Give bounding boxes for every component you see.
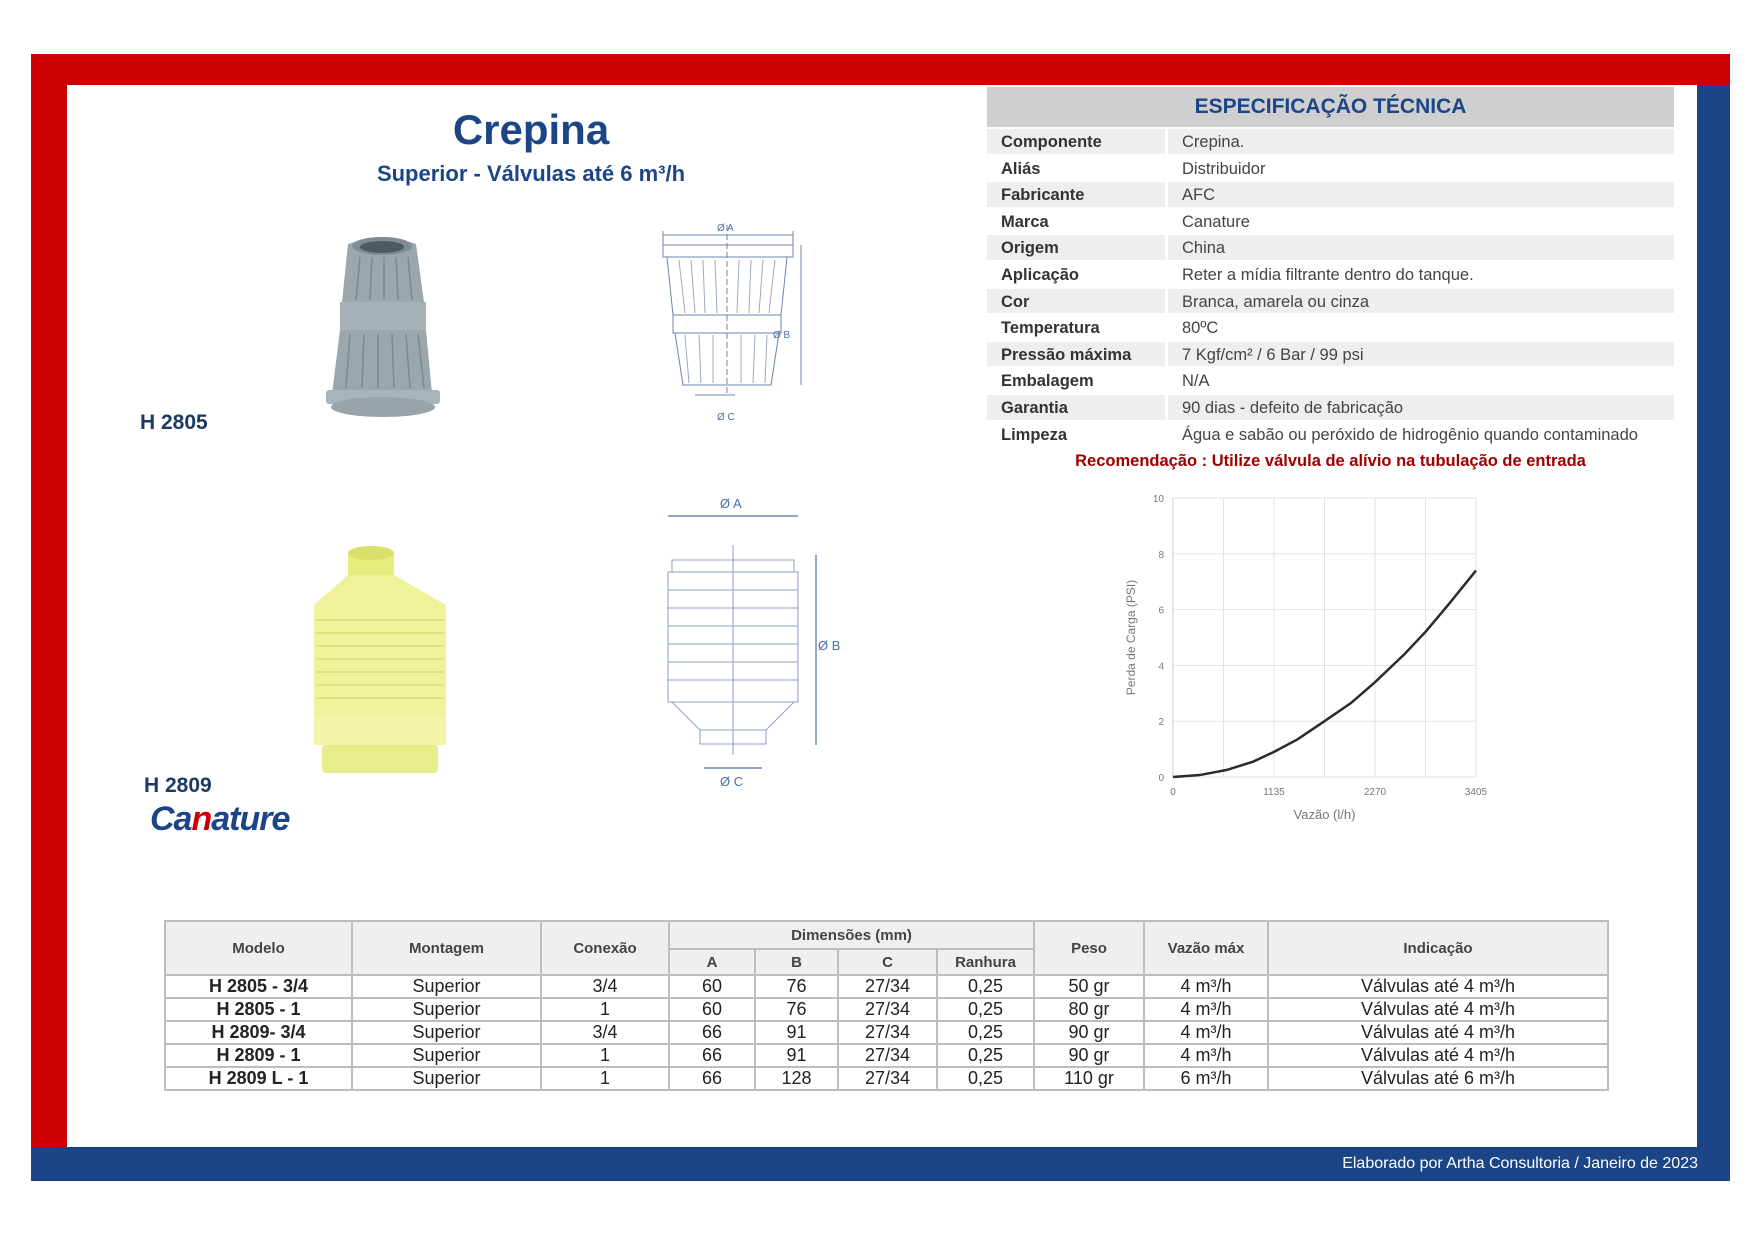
table-cell: 4 m³/h bbox=[1144, 975, 1268, 998]
recommendation-note: Recomendação : Utilize válvula de alívio na tubulação de entrada bbox=[1075, 452, 1586, 470]
table-cell: H 2805 - 3/4 bbox=[165, 975, 352, 998]
spec-key: Aplicação bbox=[987, 262, 1168, 287]
spec-row bbox=[987, 340, 1674, 367]
table-cell: 76 bbox=[755, 998, 838, 1021]
spec-value: Branca, amarela ou cinza bbox=[1182, 292, 1370, 311]
col-a: A bbox=[669, 949, 755, 975]
spec-row bbox=[987, 127, 1674, 154]
product-image-h2805 bbox=[320, 232, 445, 424]
y-axis-label: Perda de Carga (PSI) bbox=[1124, 579, 1138, 696]
model-label-h2809: H 2809 bbox=[144, 774, 212, 797]
spec-value: N/A bbox=[1182, 372, 1210, 391]
table-cell: 4 m³/h bbox=[1144, 998, 1268, 1021]
table-cell: 1 bbox=[541, 1044, 669, 1067]
col-b: B bbox=[755, 949, 838, 975]
table-cell: 6 m³/h bbox=[1144, 1067, 1268, 1090]
table-cell: Válvulas até 4 m³/h bbox=[1268, 1044, 1608, 1067]
spec-key: Fabricante bbox=[987, 182, 1168, 207]
spec-value: Crepina. bbox=[1182, 133, 1245, 151]
spec-title: ESPECIFICAÇÃO TÉCNICA bbox=[987, 87, 1674, 127]
table-cell: 90 gr bbox=[1034, 1021, 1144, 1044]
spec-row bbox=[987, 287, 1674, 314]
spec-row bbox=[987, 207, 1674, 234]
spec-key: Origem bbox=[987, 235, 1168, 260]
table-cell: 0,25 bbox=[937, 1021, 1034, 1044]
spec-value: Canature bbox=[1182, 212, 1250, 231]
table-cell: 1 bbox=[541, 998, 669, 1021]
spec-key: Garantia bbox=[987, 395, 1168, 420]
table-cell: 4 m³/h bbox=[1144, 1021, 1268, 1044]
footer-credit: Elaborado por Artha Consultoria / Janeiro de 2023 bbox=[1342, 1155, 1698, 1172]
spec-row bbox=[987, 233, 1674, 260]
table-cell: Válvulas até 4 m³/h bbox=[1268, 998, 1608, 1021]
dimensions-table bbox=[164, 920, 1609, 1091]
table-cell: 0,25 bbox=[937, 975, 1034, 998]
table-cell: H 2809- 3/4 bbox=[165, 1021, 352, 1044]
table-cell: 0,25 bbox=[937, 1044, 1034, 1067]
x-tick-label: 2270 bbox=[1363, 787, 1387, 798]
spec-value: AFC bbox=[1182, 186, 1215, 205]
pressure-loss-chart bbox=[1110, 485, 1510, 825]
table-cell: 80 gr bbox=[1034, 998, 1144, 1021]
col-modelo: Modelo bbox=[165, 921, 352, 975]
y-tick-label: 8 bbox=[1158, 549, 1164, 561]
dim-label-a-2: Ø A bbox=[720, 496, 742, 511]
spec-row bbox=[987, 366, 1674, 393]
table-cell: 66 bbox=[669, 1067, 755, 1090]
table-cell: 1 bbox=[541, 1067, 669, 1090]
spec-key: Marca bbox=[987, 209, 1168, 234]
col-peso: Peso bbox=[1034, 921, 1144, 975]
y-tick-label: 6 bbox=[1158, 605, 1164, 617]
model-label-h2805: H 2805 bbox=[140, 411, 208, 434]
table-cell: 27/34 bbox=[838, 1044, 937, 1067]
spec-value: 7 Kgf/cm² / 6 Bar / 99 psi bbox=[1182, 345, 1364, 364]
spec-key: Aliás bbox=[987, 156, 1168, 181]
spec-value: Água e sabão ou peróxido de hidrogênio quando contaminado bbox=[1182, 425, 1638, 444]
dim-label-c: Ø C bbox=[717, 412, 735, 423]
table-cell: 60 bbox=[669, 975, 755, 998]
col-ranhura: Ranhura bbox=[937, 949, 1034, 975]
spec-row bbox=[987, 260, 1674, 287]
table-cell: Superior bbox=[352, 975, 541, 998]
table-cell: 27/34 bbox=[838, 998, 937, 1021]
table-cell: 27/34 bbox=[838, 1067, 937, 1090]
left-red-bar bbox=[31, 54, 67, 1181]
table-cell: 4 m³/h bbox=[1144, 1044, 1268, 1067]
col-c: C bbox=[838, 949, 937, 975]
x-tick-label: 1135 bbox=[1263, 787, 1285, 798]
x-tick-label: 0 bbox=[1170, 787, 1176, 798]
canature-logo: Canature bbox=[150, 800, 290, 838]
col-conexao: Conexão bbox=[541, 921, 669, 975]
y-tick-label: 0 bbox=[1158, 773, 1164, 784]
table-cell: Superior bbox=[352, 998, 541, 1021]
spec-key: Pressão máxima bbox=[987, 342, 1168, 367]
table-cell: 3/4 bbox=[541, 1021, 669, 1044]
table-cell: 27/34 bbox=[838, 1021, 937, 1044]
spec-row bbox=[987, 420, 1674, 447]
table-cell: 27/34 bbox=[838, 975, 937, 998]
table-row bbox=[165, 975, 1608, 998]
dim-label-c-2: Ø C bbox=[720, 774, 744, 789]
table-cell: 90 gr bbox=[1034, 1044, 1144, 1067]
spec-key: Limpeza bbox=[987, 422, 1168, 447]
table-cell: 91 bbox=[755, 1044, 838, 1067]
spec-row bbox=[987, 313, 1674, 340]
spec-key: Cor bbox=[987, 289, 1168, 314]
col-montagem: Montagem bbox=[352, 921, 541, 975]
spec-value: China bbox=[1182, 239, 1226, 258]
table-cell: 128 bbox=[755, 1067, 838, 1090]
table-cell: 0,25 bbox=[937, 998, 1034, 1021]
table-cell: 66 bbox=[669, 1044, 755, 1067]
spec-row bbox=[987, 154, 1674, 181]
spec-table bbox=[987, 87, 1674, 446]
spec-key: Temperatura bbox=[987, 315, 1168, 340]
spec-value: Reter a mídia filtrante dentro do tanque. bbox=[1182, 265, 1474, 284]
y-tick-label: 4 bbox=[1158, 661, 1164, 673]
page-title: Crepina bbox=[452, 106, 610, 153]
table-cell: 0,25 bbox=[937, 1067, 1034, 1090]
col-indicacao: Indicação bbox=[1268, 921, 1608, 975]
table-cell: Superior bbox=[352, 1044, 541, 1067]
spec-key: Componente bbox=[987, 129, 1168, 154]
spec-value: 80ºC bbox=[1182, 319, 1219, 338]
technical-drawing-h2809 bbox=[660, 490, 860, 790]
x-tick-label: 3405 bbox=[1464, 787, 1488, 798]
spec-value: Distribuidor bbox=[1182, 159, 1266, 178]
table-cell: 60 bbox=[669, 998, 755, 1021]
dim-label-a: Ø A bbox=[717, 223, 734, 234]
x-axis-label: Vazão (l/h) bbox=[1293, 807, 1356, 822]
table-cell: 3/4 bbox=[541, 975, 669, 998]
page-subtitle: Superior - Válvulas até 6 m³/h bbox=[376, 161, 686, 186]
table-row bbox=[165, 1044, 1608, 1067]
table-cell: H 2809 - 1 bbox=[165, 1044, 352, 1067]
right-blue-bar bbox=[1697, 85, 1730, 1155]
table-cell: Válvulas até 4 m³/h bbox=[1268, 1021, 1608, 1044]
table-row bbox=[165, 1067, 1608, 1090]
col-dimensoes: Dimensões (mm) bbox=[669, 921, 1034, 949]
spec-value: 90 dias - defeito de fabricação bbox=[1182, 398, 1404, 417]
col-vazao: Vazão máx bbox=[1144, 921, 1268, 975]
table-cell: H 2805 - 1 bbox=[165, 998, 352, 1021]
table-cell: 50 gr bbox=[1034, 975, 1144, 998]
y-tick-label: 10 bbox=[1152, 494, 1164, 505]
table-cell: 110 gr bbox=[1034, 1067, 1144, 1090]
table-row bbox=[165, 1021, 1608, 1044]
table-cell: 91 bbox=[755, 1021, 838, 1044]
table-cell: 76 bbox=[755, 975, 838, 998]
product-image-h2809 bbox=[308, 545, 458, 780]
spec-row bbox=[987, 180, 1674, 207]
y-tick-label: 2 bbox=[1158, 717, 1164, 729]
table-cell: Válvulas até 6 m³/h bbox=[1268, 1067, 1608, 1090]
technical-drawing-h2805 bbox=[655, 215, 815, 430]
table-cell: Superior bbox=[352, 1021, 541, 1044]
table-row bbox=[165, 998, 1608, 1021]
dim-label-b-2: Ø B bbox=[818, 638, 841, 653]
table-cell: Superior bbox=[352, 1067, 541, 1090]
table-cell: Válvulas até 4 m³/h bbox=[1268, 975, 1608, 998]
spec-row bbox=[987, 393, 1674, 420]
table-cell: 66 bbox=[669, 1021, 755, 1044]
dim-label-b: Ø B bbox=[773, 330, 791, 341]
top-red-bar bbox=[31, 54, 1730, 85]
spec-key: Embalagem bbox=[987, 368, 1168, 393]
table-cell: H 2809 L - 1 bbox=[165, 1067, 352, 1090]
